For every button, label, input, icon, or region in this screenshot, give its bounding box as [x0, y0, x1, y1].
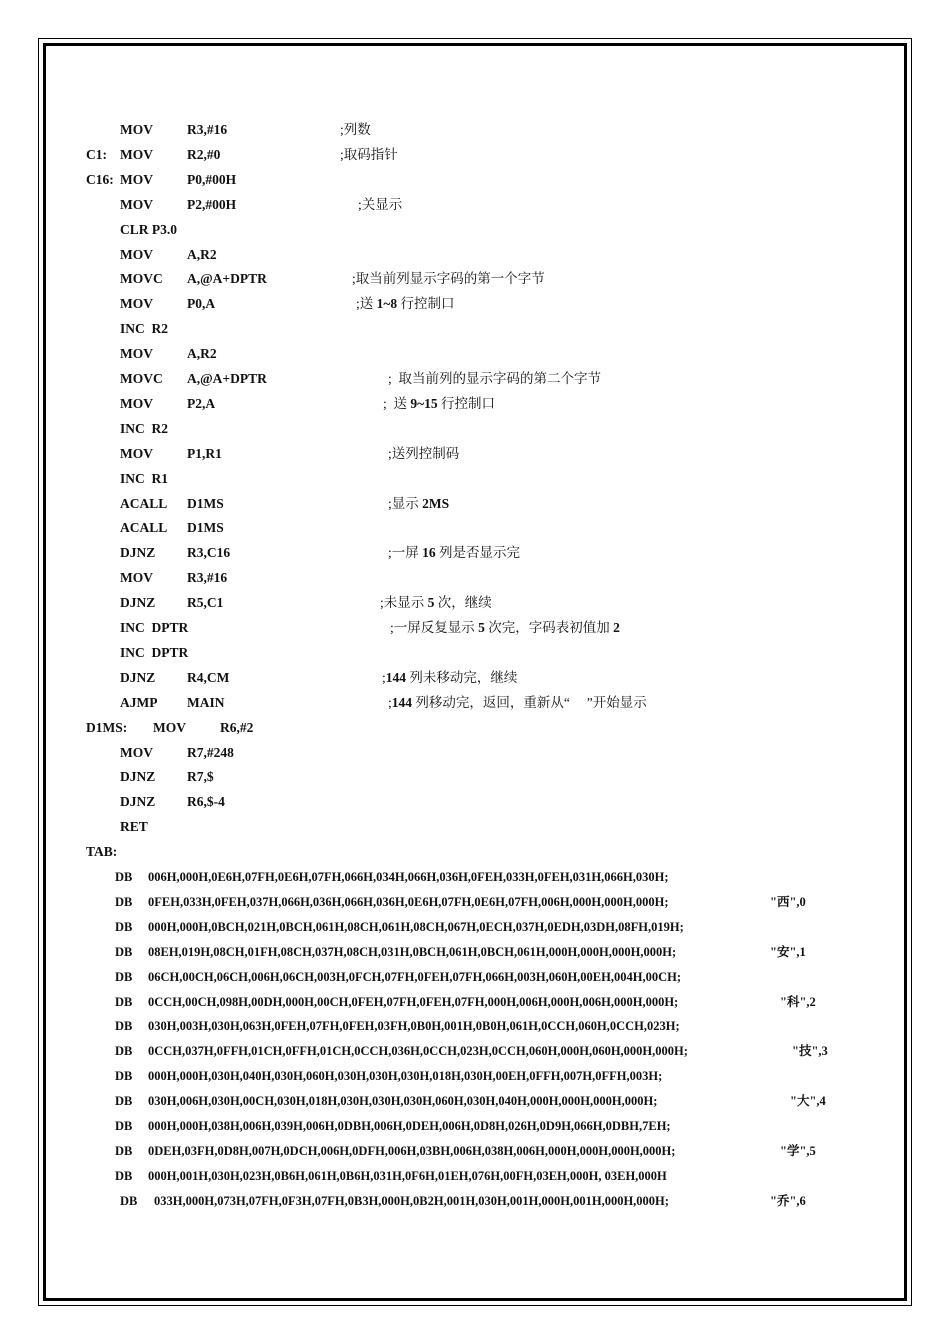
db-line	[0, 1116, 900, 1136]
code-line	[0, 245, 900, 265]
code-line	[0, 568, 900, 588]
db-character-label: "学",5	[780, 1143, 816, 1158]
code-operand: P2,A	[187, 395, 216, 411]
code-opcode: DJNZ	[120, 794, 156, 810]
code-line	[0, 419, 900, 439]
code-operand: P0,#00H	[187, 171, 237, 187]
db-bytes: 030H,003H,030H,063H,0FEH,07FH,0FEH,03FH,0B0H,001H,0B0H,061H,0CCH,060H,0CCH,023H;	[148, 1019, 680, 1034]
code-opcode: MOV	[120, 445, 153, 461]
db-bytes: 0DEH,03FH,0D8H,007H,0DCH,006H,0DFH,006H,03BH,006H,038H,006H,000H,000H,000H,000H;	[148, 1143, 676, 1158]
db-keyword: DB	[115, 944, 133, 959]
code-opcode: MOV	[120, 171, 153, 187]
db-keyword: DB	[115, 1069, 133, 1084]
db-bytes: 06CH,00CH,06CH,006H,06CH,003H,0FCH,07FH,0FEH,07FH,066H,003H,060H,00EH,004H,00CH;	[148, 969, 681, 984]
db-line	[0, 1191, 900, 1211]
db-line	[0, 1041, 900, 1061]
db-bytes: 006H,000H,0E6H,07FH,0E6H,07FH,066H,034H,066H,036H,0FEH,033H,0FEH,031H,066H,030H;	[148, 870, 669, 884]
code-operand: R3,C16	[187, 545, 231, 561]
db-line	[0, 1141, 900, 1161]
code-line	[0, 469, 900, 489]
code-line	[0, 543, 900, 563]
code-line	[0, 170, 900, 190]
db-character-label: "西",0	[770, 894, 806, 909]
code-line	[0, 294, 900, 314]
code-line	[0, 444, 900, 464]
code-comment: ;取码指针	[340, 146, 398, 162]
code-label: C16:	[86, 171, 114, 187]
db-line	[0, 1016, 900, 1036]
code-opcode: MOVC	[120, 271, 163, 287]
code-comment: ;送 1~8 行控制口	[356, 296, 455, 312]
code-opcode: RET	[120, 819, 148, 835]
code-operand: P2,#00H	[187, 196, 237, 212]
db-bytes: 033H,000H,073H,07FH,0F3H,07FH,0B3H,000H,0B2H,001H,030H,001H,000H,001H,000H,000H;	[154, 1193, 669, 1208]
code-line-d1ms	[0, 718, 900, 738]
code-line	[0, 767, 900, 787]
code-operand: R6,$-4	[187, 794, 225, 810]
code-comment: ;一屏 16 列是否显示完	[388, 545, 521, 561]
code-line	[0, 643, 900, 663]
code-line	[0, 344, 900, 364]
code-opcode: MOV	[153, 719, 186, 735]
code-comment: ;一屏反复显示 5 次完，字码表初值加 2	[390, 620, 620, 635]
db-character-label: "科",2	[780, 994, 816, 1009]
code-opcode: MOV	[120, 146, 153, 162]
db-character-label: "安",1	[770, 944, 806, 959]
db-keyword: DB	[115, 894, 133, 909]
code-operand: R4,CM	[187, 669, 230, 685]
db-bytes: 0CCH,037H,0FFH,01CH,0FFH,01CH,0CCH,036H,0CCH,023H,0CCH,060H,000H,060H,000H,000H;	[148, 1044, 688, 1059]
code-line	[0, 220, 900, 240]
db-bytes: 0CCH,00CH,098H,00DH,000H,00CH,0FEH,07FH,0FEH,07FH,000H,006H,000H,006H,000H,000H;	[148, 994, 679, 1009]
code-opcode: INC R1	[120, 470, 169, 486]
code-operand: P1,R1	[187, 445, 222, 461]
db-character-label: "大",4	[790, 1094, 826, 1109]
code-opcode: INC DPTR	[120, 620, 189, 635]
db-keyword: DB	[115, 1143, 133, 1158]
code-operand: R3,#16	[187, 122, 228, 137]
code-line	[0, 394, 900, 414]
code-label: C1:	[86, 146, 107, 162]
code-line	[0, 792, 900, 812]
code-operand: MAIN	[187, 694, 225, 710]
db-keyword: DB	[115, 994, 133, 1009]
db-keyword: DB	[115, 1044, 133, 1059]
db-keyword: DB	[120, 1193, 138, 1208]
db-character-label: "乔",6	[770, 1193, 806, 1208]
code-line	[0, 743, 900, 763]
code-line	[0, 145, 900, 165]
code-operand: A,@A+DPTR	[187, 271, 267, 287]
db-line	[0, 992, 900, 1012]
code-comment: ;关显示	[358, 196, 403, 212]
code-opcode: DJNZ	[120, 769, 156, 785]
code-line	[0, 319, 900, 339]
code-line	[0, 518, 900, 538]
code-opcode: MOV	[120, 122, 153, 137]
code-line	[0, 120, 900, 140]
db-bytes: 000H,001H,030H,023H,0B6H,061H,0B6H,031H,0F6H,01EH,076H,00FH,03EH,000H, 03EH,000H	[148, 1168, 667, 1183]
code-opcode: MOV	[120, 346, 153, 362]
code-opcode: MOV	[120, 296, 153, 312]
code-opcode: MOV	[120, 744, 153, 760]
code-operand: R7,$	[187, 769, 214, 785]
db-keyword: DB	[115, 919, 133, 934]
db-bytes: 000H,000H,0BCH,021H,0BCH,061H,08CH,061H,08CH,067H,0ECH,037H,0EDH,03DH,08FH,019H;	[148, 919, 684, 934]
code-line	[0, 618, 900, 638]
code-comment: ;144 列移动完，返回，重新从“ ”开始显示	[388, 694, 647, 710]
db-bytes: 000H,000H,038H,006H,039H,006H,0DBH,006H,0DEH,006H,0D8H,026H,0D9H,066H,0DBH,7EH;	[148, 1119, 671, 1133]
code-line	[0, 593, 900, 613]
code-operand: A,R2	[187, 346, 217, 362]
db-line	[0, 1066, 900, 1086]
code-line	[0, 369, 900, 389]
code-comment: ;显示 2MS	[388, 495, 450, 511]
code-operand: A,@A+DPTR	[187, 371, 267, 386]
code-opcode: INC R2	[120, 420, 169, 436]
db-bytes: 08EH,019H,08CH,01FH,08CH,037H,08CH,031H,0BCH,061H,0BCH,061H,000H,000H,000H,000H;	[148, 944, 677, 959]
code-comment: ;取当前列显示字码的第一个字节	[352, 271, 545, 287]
code-operand: D1MS	[187, 495, 224, 511]
code-label: D1MS:	[86, 719, 128, 735]
code-operand: R6,#2	[220, 719, 254, 735]
code-opcode: MOV	[120, 570, 153, 586]
db-bytes: 030H,006H,030H,00CH,030H,018H,030H,030H,030H,060H,030H,040H,000H,000H,000H,000H;	[148, 1094, 658, 1109]
db-bytes: 0FEH,033H,0FEH,037H,066H,036H,066H,036H,0E6H,07FH,0E6H,07FH,006H,000H,000H,000H;	[148, 894, 669, 909]
code-line	[0, 269, 900, 289]
db-line	[0, 967, 900, 987]
code-comment: ;未显示 5 次，继续	[380, 595, 492, 611]
code-operand: P0,A	[187, 296, 216, 312]
code-line	[0, 693, 900, 713]
code-opcode: MOV	[120, 246, 153, 262]
code-operand: R3,#16	[187, 570, 228, 586]
code-operand: R2,#0	[187, 146, 221, 162]
db-keyword: DB	[115, 870, 133, 884]
code-opcode: ACALL	[120, 520, 168, 536]
code-comment: ; 送 9~15 行控制口	[383, 395, 496, 411]
code-comment: ;送列控制码	[388, 445, 460, 461]
db-character-label: "技",3	[792, 1044, 828, 1059]
db-line	[0, 1091, 900, 1111]
tab-label-text: TAB:	[86, 844, 118, 860]
code-opcode: MOVC	[120, 371, 163, 386]
db-keyword: DB	[115, 1119, 133, 1133]
code-comment: ;144 列未移动完，继续	[382, 669, 518, 685]
db-line	[0, 942, 900, 962]
db-line	[0, 1166, 900, 1186]
code-operand: D1MS	[187, 520, 224, 536]
code-opcode: INC DPTR	[120, 644, 189, 660]
code-operand: A,R2	[187, 246, 217, 262]
db-line	[0, 917, 900, 937]
db-keyword: DB	[115, 1094, 133, 1109]
db-keyword: DB	[115, 1019, 133, 1034]
db-keyword: DB	[115, 1168, 133, 1183]
db-line	[0, 892, 900, 912]
code-opcode: AJMP	[120, 694, 158, 710]
code-opcode: MOV	[120, 395, 153, 411]
code-opcode: CLR P3.0	[120, 221, 177, 237]
db-line	[0, 867, 900, 887]
code-opcode: MOV	[120, 196, 153, 212]
code-line	[0, 668, 900, 688]
code-line	[0, 494, 900, 514]
code-opcode: DJNZ	[120, 595, 156, 611]
code-opcode: INC R2	[120, 321, 169, 337]
db-keyword: DB	[115, 969, 133, 984]
code-line	[0, 817, 900, 837]
code-operand: R7,#248	[187, 744, 234, 760]
code-opcode: ACALL	[120, 495, 168, 511]
code-operand: R5,C1	[187, 595, 224, 611]
code-comment: ; 取当前列的显示字码的第二个字节	[388, 371, 602, 386]
db-bytes: 000H,000H,030H,040H,030H,060H,030H,030H,030H,018H,030H,00EH,0FFH,007H,0FFH,003H;	[148, 1069, 663, 1084]
code-opcode: DJNZ	[120, 545, 156, 561]
code-opcode: DJNZ	[120, 669, 156, 685]
code-comment: ;列数	[340, 122, 371, 137]
code-line	[0, 195, 900, 215]
